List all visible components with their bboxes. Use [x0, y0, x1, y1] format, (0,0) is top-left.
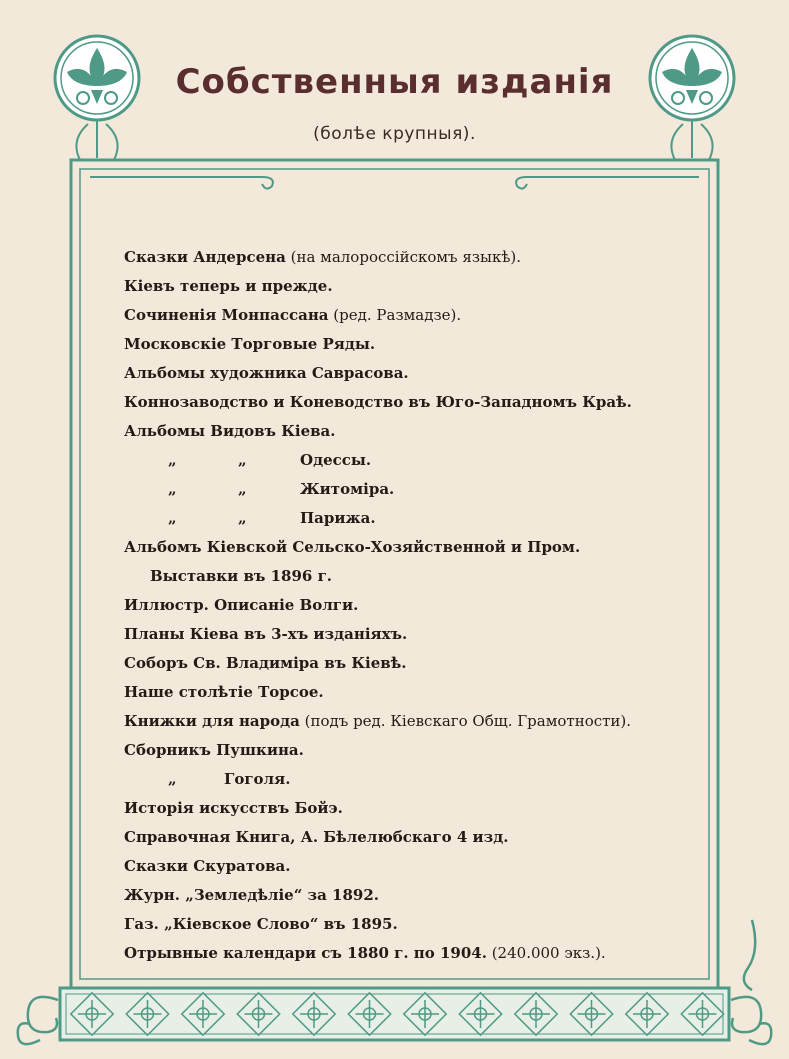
- list-item: „ „ Одессы.: [124, 446, 684, 475]
- list-item: Альбомы Видовъ Кіева.: [124, 422, 336, 440]
- ditto-mark: „: [238, 451, 247, 469]
- list-item: Справочная Книга, А. Бѣлелюбскаго 4 изд.: [124, 828, 509, 846]
- list-item: Газ. „Кіевское Слово“ въ 1895.: [124, 915, 398, 933]
- list-item: Сказки Скуратова.: [124, 857, 291, 875]
- list-item: Московскіе Торговые Ряды.: [124, 335, 376, 353]
- list-item: „ „ Парижа.: [124, 504, 684, 533]
- ditto-mark: „: [168, 480, 177, 498]
- list-item: Журн. „Земледѣліе“ за 1892.: [124, 886, 380, 904]
- ditto-mark: „: [168, 509, 177, 527]
- page-subtitle: (болѣе крупныя).: [313, 124, 476, 144]
- list-item: „ Гоголя.: [124, 765, 684, 794]
- publications-list: [124, 243, 684, 968]
- list-item: Исторія искусствъ Бойэ.: [124, 799, 343, 817]
- ditto-mark: „: [238, 509, 247, 527]
- list-item: Коннозаводство и Коневодство въ Юго-Западномъ Краѣ.: [124, 393, 632, 411]
- list-item: Планы Кіева въ 3-хъ изданіяхъ.: [124, 625, 408, 643]
- list-item: Сборникъ Пушкина.: [124, 741, 304, 759]
- list-item: Соборъ Св. Владиміра въ Кіевѣ.: [124, 654, 407, 672]
- list-item: Книжки для народа (подъ ред. Кіевскаго Общ. Грамотности).: [124, 712, 632, 730]
- page-title: Собственныя изданія: [175, 62, 614, 102]
- list-item: Сочиненія Монпассана (ред. Размадзе).: [124, 306, 462, 324]
- ditto-mark: „: [238, 480, 247, 498]
- list-item: „ „ Житоміра.: [124, 475, 684, 504]
- ditto-mark: „: [168, 770, 177, 788]
- list-item: Наше столѣтіе Торсое.: [124, 683, 324, 701]
- list-item: Альбомъ Кіевской Сельско-Хозяйственной и Пром.: [124, 538, 581, 556]
- list-item: Отрывные календари съ 1880 г. по 1904. (240.000 экз.).: [124, 944, 606, 962]
- list-item: Иллюстр. Описаніе Волги.: [124, 596, 359, 614]
- bottom-border-band: [60, 988, 729, 1040]
- list-item: Альбомы художника Саврасова.: [124, 364, 409, 382]
- list-item: Кіевъ теперь и прежде.: [124, 277, 333, 295]
- list-item: Выставки въ 1896 г.: [150, 567, 332, 585]
- list-item: Сказки Андерсена (на малороссійскомъ языкѣ).: [124, 248, 521, 266]
- ditto-mark: „: [168, 451, 177, 469]
